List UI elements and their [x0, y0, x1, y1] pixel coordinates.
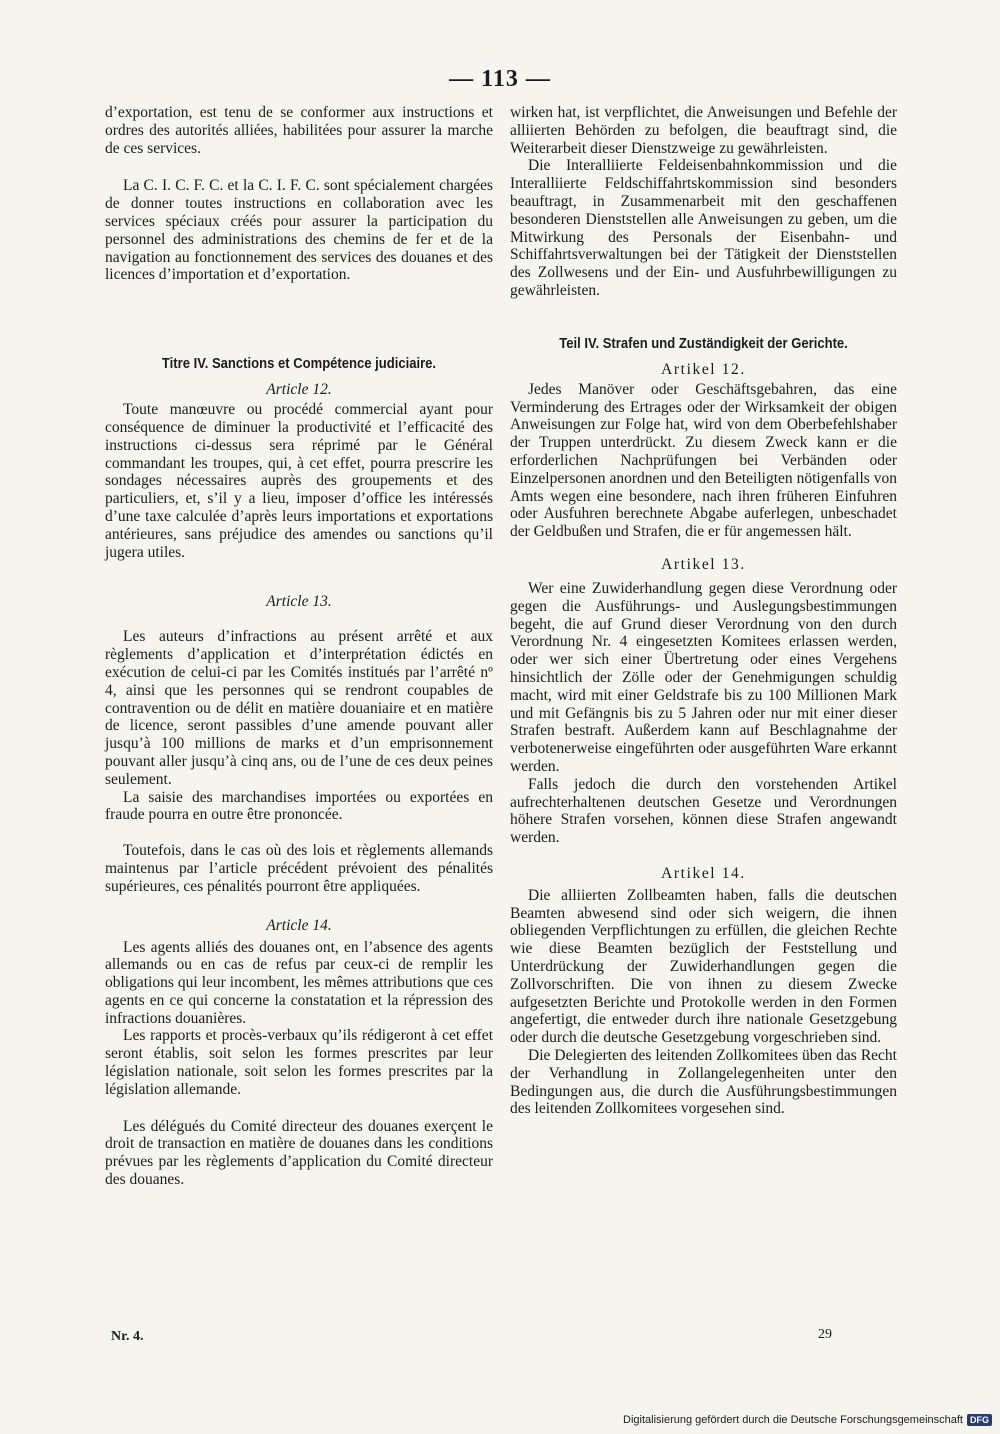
article-heading: Article 14.	[266, 916, 332, 934]
article-heading: Artikel 12.	[661, 360, 746, 378]
paragraph: wirken hat, ist verpflichtet, die Anweisungen und Befehle der alliierten Behörden zu befolgen, die beauftragt sind, die Weiterarbeit dieser Dienstzweige zu gewährleisten.	[510, 104, 897, 157]
paragraph: Falls jedoch die durch den vorstehenden Artikel aufrechterhaltenen deutschen Gesetze und Verordnungen höhere Strafen vorsehen, können diese Strafen angewandt werden.	[510, 775, 897, 847]
footer-issue-number: Nr. 4.	[111, 1329, 144, 1344]
credit-text: Digitalisierung gefördert durch die Deutsche Forschungsgemeinschaft	[623, 1414, 963, 1426]
paragraph: Les auteurs d’infractions au présent arrêté et aux règlements d’application et d’interprétation édictés en exécution de celui-ci par les Comités institués par l’arrêté nº 4, ainsi que les personnes qui se rendront coupables de contravention ou de délit en matière douaniaire et en matière de licence, seront passibles d’une amende pouvant aller jusqu’à 100 millions de marks et d’un emprisonnement pouvant aller jusqu’à cinq ans, ou de l’une de ces deux peines seulement.	[105, 628, 493, 788]
article-heading: Article 12.	[266, 381, 332, 399]
footer-sheet-number: 29	[818, 1327, 832, 1342]
paragraph: Toutefois, dans le cas où des lois et règlements allemands maintenus par l’article précédent prévoient des pénalités supérieures, ces pénalités pourront être appliquées.	[105, 842, 493, 895]
section-title: Teil IV. Strafen und Zuständigkeit der Gerichte.	[559, 335, 848, 352]
paragraph: Wer eine Zuwiderhandlung gegen diese Verordnung oder gegen die Ausführungs- und Auslegungsbestimmungen begeht, die auf Grund dieser Verordnung von den durch Verordnung Nr. 4 eingesetzten Komitees erlassen werden, oder wer sich einer Übertretung oder eines Vergehens hinsichtlich der Zölle oder der Genehmigungen schuldig macht, wird mit einer Geldstrafe bis zu 100 Millionen Mark und mit Gefängnis bis zu 5 Jahren oder nur mit einer dieser Strafen bestraft. Außerdem kann auf Beschlagnahme der verbotenerweise eingeführten oder ausgeführten Ware erkannt werden.	[510, 579, 897, 775]
paragraph: Les agents alliés des douanes ont, en l’absence des agents allemands ou en cas de refus par ceux-ci de remplir les obligations qui leur incombent, les mêmes attributions que ces agents en ce qui concerne la constatation et la répression des infractions douanières.	[105, 938, 493, 1027]
paragraph: La saisie des marchandises importées ou exportées en fraude pourra en outre être prononcée.	[105, 788, 493, 824]
paragraph: Jedes Manöver oder Geschäftsgebahren, das eine Verminderung des Ertrages oder der Wirksamkeit der obigen Anweisungen zur Folge hat, wird von dem Oberbefehlshaber der Truppen unterdrückt. Zu diesem Zweck kann er die erforderlichen Nachprüfungen bei Verbänden oder Einzelpersonen anordnen und den Beteiligten nötigenfalls von Amts wegen eine besondere, nach ihren früheren Einfuhren oder Ausfuhren berechnete Abgabe auferlegen, unbeschadet der Geldbußen und Strafen, die er für angemessen hält.	[510, 380, 897, 541]
german-column	[510, 104, 897, 1118]
paragraph: Die alliierten Zollbeamten haben, falls die deutschen Beamten abwesend sind oder sich weigern, die ihnen obliegenden Verpflichtungen zu erfüllen, die gleichen Rechte wie diese Beamten bezüglich der Feststellung und Unterdrückung der Zuwiderhandlungen gegen die Zollvorschriften. Die von ihnen zu diesem Zwecke aufgesetzten Berichte und Protokolle werden in den Formen angefertigt, die entweder durch ihre nationale Gesetzgebung oder durch die deutsche Gesetzgebung vorgeschrieben sind.	[510, 886, 897, 1047]
section-title: Titre IV. Sanctions et Compétence judiciaire.	[161, 356, 437, 373]
page-number: — 113 —	[449, 66, 551, 92]
article-heading: Artikel 14.	[661, 864, 746, 882]
article-heading: Artikel 13.	[661, 555, 746, 573]
paragraph: Les rapports et procès-verbaux qu’ils rédigeront à cet effet seront établis, soit selon les formes prescrites par leur législation nationale, soit selon les formes prescrites par la législation allemande.	[105, 1027, 493, 1098]
paragraph: d’exportation, est tenu de se conformer aux instructions et ordres des autorités alliées, habilitées pour assurer la marche de ces services.	[105, 104, 493, 157]
paragraph: La C. I. C. F. C. et la C. I. F. C. sont spécialement chargées de donner toutes instructions en collaboration avec les services spéciaux créés pour assurer la participation du personnel des administrations des chemins de fer et de la navigation au fonctionnement des services des douanes et des licences d’importation et d’exportation.	[105, 177, 493, 284]
digitization-credit	[623, 1414, 992, 1426]
dfg-logo: DFG	[967, 1414, 992, 1426]
paragraph: Die Interalliierte Feldeisenbahnkommission und die Interalliierte Feldschiffahrtskommission sind besonders beauftragt, in Zusammenarbeit mit den geschaffenen besonderen Dienststellen alle Anweisungen zu geben, um die Mitwirkung des Personals der Eisenbahn- und Schiffahrtsverwaltungen bei der Tätigkeit der Dienststellen des Zollwesens und der Ein- und Ausfuhrbewilligungen zu gewährleisten.	[510, 157, 897, 299]
french-column	[105, 104, 493, 1189]
paragraph: Die Delegierten des leitenden Zollkomitees üben das Recht der Verhandlung in Zollangelegenheiten unter den Bedingungen aus, die durch die Ausführungsbestimmungen des leitenden Zollkomitees vorgesehen sind.	[510, 1047, 897, 1118]
article-heading: Article 13.	[266, 593, 332, 611]
paragraph: Les délégués du Comité directeur des douanes exerçent le droit de transaction en matière de douanes dans les conditions prévues par les règlements d’application du Comité directeur des douanes.	[105, 1117, 493, 1189]
paragraph: Toute manœuvre ou procédé commercial ayant pour conséquence de diminuer la productivité et l’efficacité des instructions ci-dessus sera réprimé par le Général commandant les troupes, qui, à cet effet, pourra prescrire les sondages nécessaires auprès des groupements et des particuliers, et, s’il y a lieu, imposer d’office les intéressés d’une taxe calculée d’après leurs importations et exportations antérieures, sans préjudice des amendes ou sanctions qu’il jugera utiles.	[105, 401, 493, 561]
